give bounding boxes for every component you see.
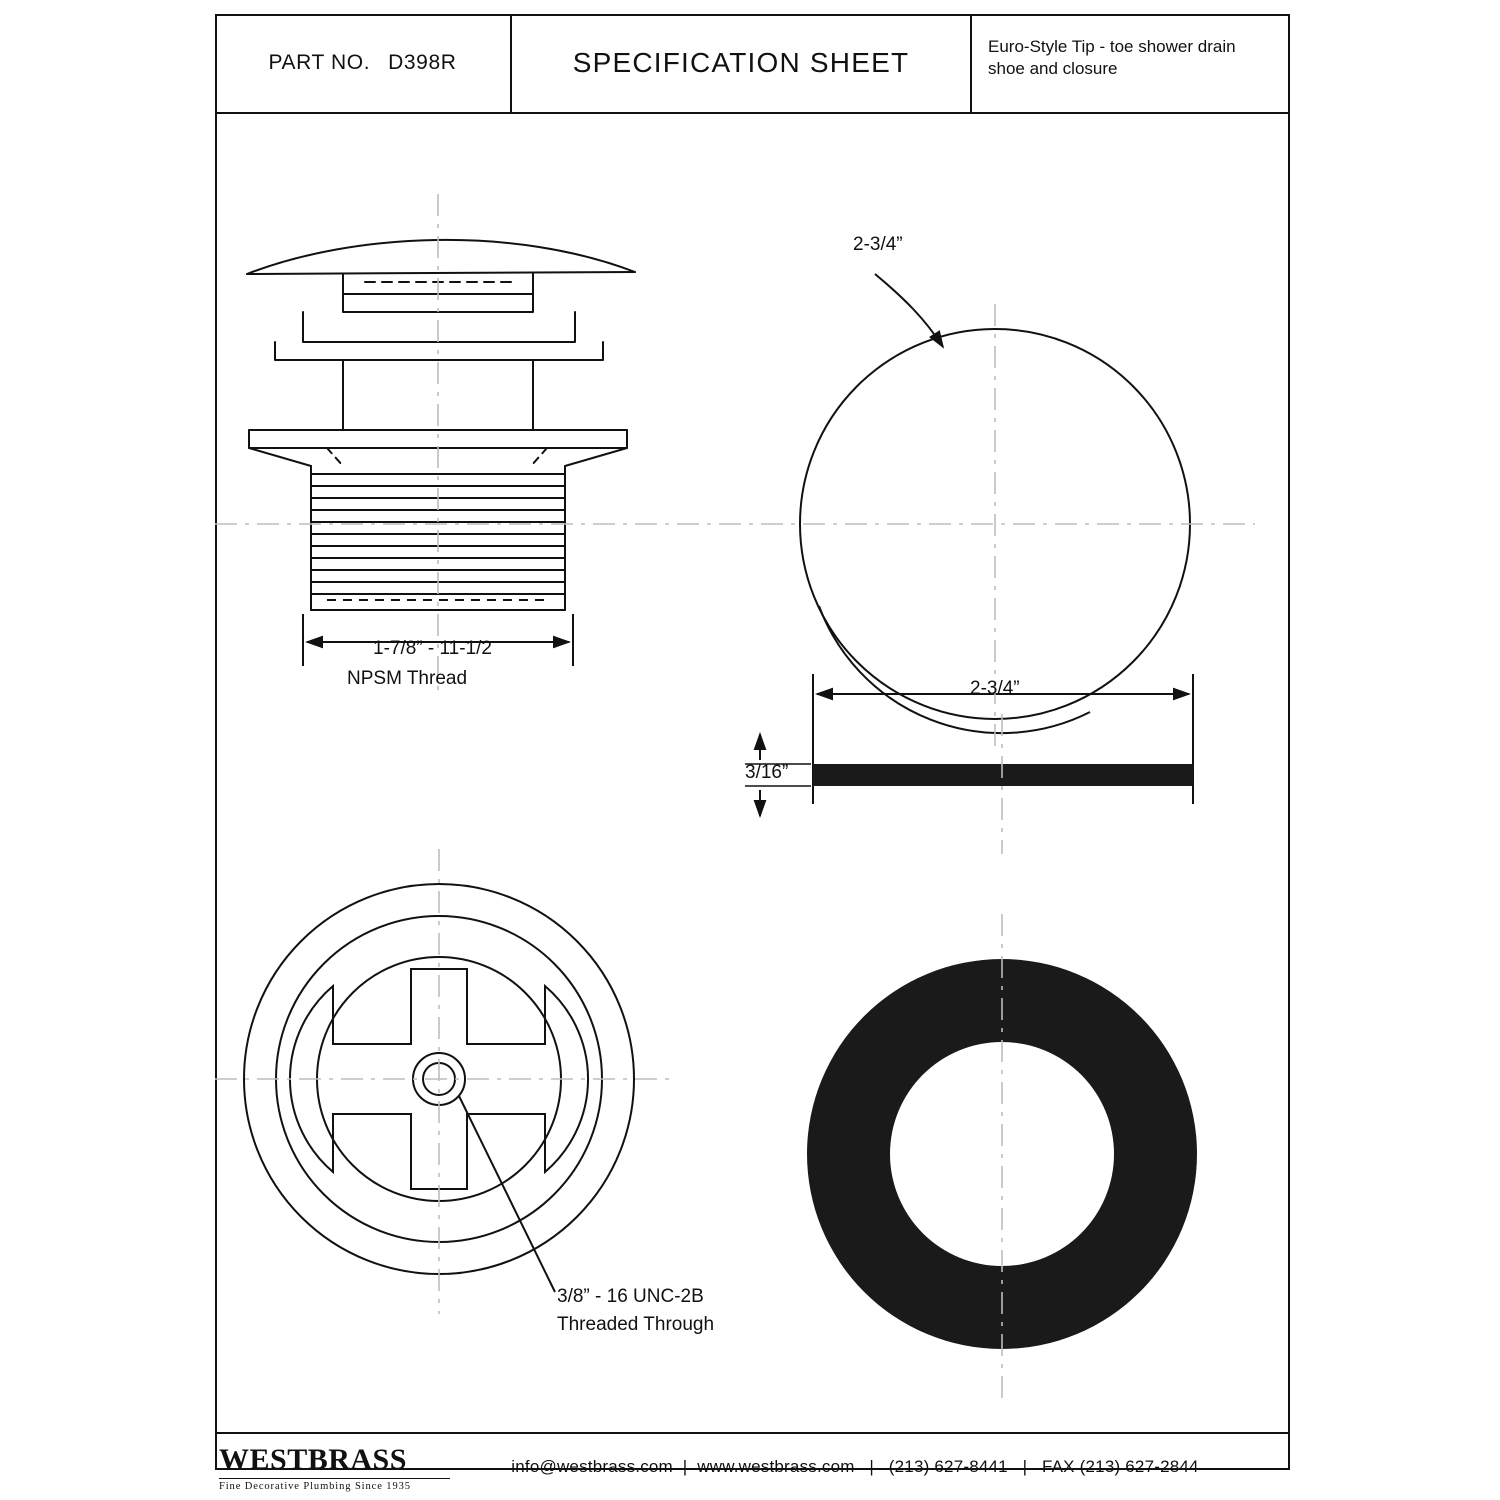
gasket-width-dimension: 2-3/4” (970, 678, 1020, 699)
sheet-title: SPECIFICATION SHEET (572, 47, 910, 78)
part-number-value: D398R (388, 51, 457, 74)
product-description-line1: Euro-Style Tip - toe shower drain (988, 37, 1236, 56)
sheet-title-cell (512, 14, 972, 112)
contact-sep-2: | (854, 1457, 889, 1476)
part-number-cell (215, 14, 512, 112)
gasket-thickness-dimension: 3/16” (745, 762, 789, 783)
product-description-cell (972, 14, 1290, 112)
contact-website[interactable]: www.westbrass.com (697, 1457, 855, 1476)
tapped-hole-callout-line1: 3/8” - 16 UNC-2B (557, 1286, 704, 1307)
contact-email[interactable]: info@westbrass.com (511, 1457, 673, 1476)
contact-sep-1: | (672, 1457, 698, 1476)
drawing-canvas (215, 114, 1290, 1432)
contact-info (450, 1457, 1290, 1477)
part-number-label: PART NO. (268, 51, 371, 74)
company-logo (215, 1443, 450, 1492)
title-block (215, 14, 1290, 114)
company-name: WESTBRASS (219, 1442, 407, 1476)
top-diameter-dimension: 2-3/4” (853, 234, 903, 255)
contact-phone: (213) 627-8441 (888, 1457, 1008, 1476)
thread-size-dimension: 1-7/8” - 11-1/2 (373, 638, 492, 659)
contact-sep-3: | (1007, 1457, 1042, 1476)
contact-fax: FAX (213) 627-2844 (1042, 1457, 1199, 1476)
company-tagline: Fine Decorative Plumbing Since 1935 (219, 1478, 450, 1492)
product-description-line2: shoe and closure (988, 59, 1118, 78)
thread-type-label: NPSM Thread (347, 668, 468, 689)
footer (215, 1432, 1290, 1500)
tapped-hole-callout-line2: Threaded Through (557, 1314, 715, 1335)
